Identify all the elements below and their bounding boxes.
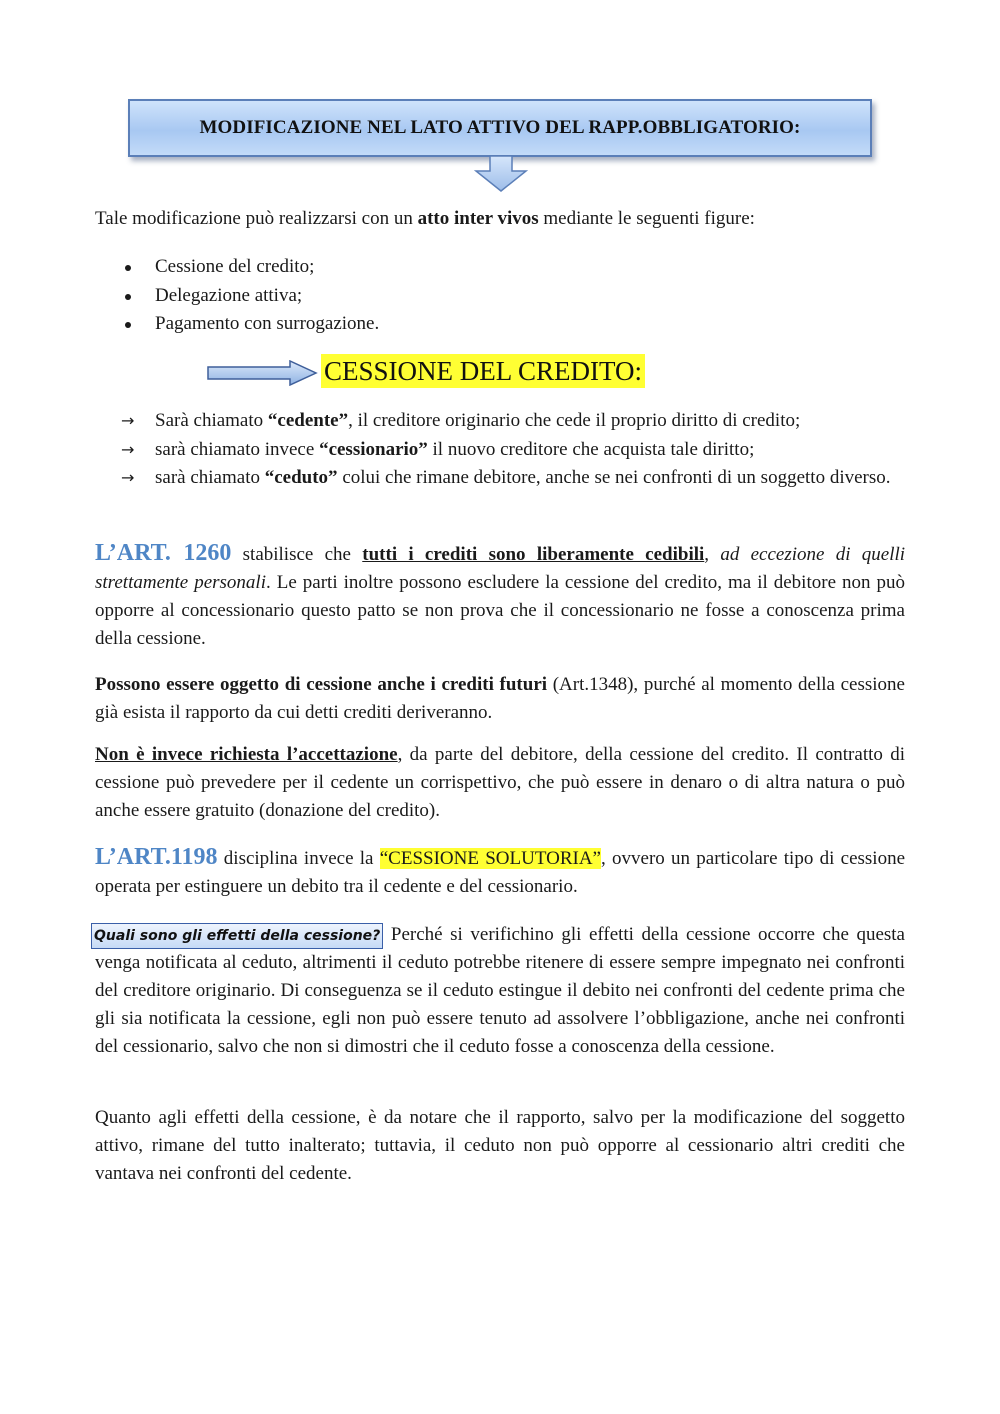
- role-text-end: , il creditore originario che cede il proprio diritto di credito;: [348, 410, 801, 431]
- article-reference: L’ART. 1260: [95, 540, 232, 566]
- list-item-text: Delegazione attiva;: [155, 284, 303, 306]
- bullet-dot-icon: [125, 294, 131, 300]
- intro-paragraph: [95, 205, 905, 233]
- list-item: [95, 407, 905, 436]
- figures-list: [95, 253, 379, 339]
- rightwards-arrow-icon: →: [121, 439, 135, 459]
- role-term: “ceduto”: [264, 467, 338, 488]
- role-text-end: colui che rimane debitore, anche se nei confronti di un soggetto diverso.: [337, 467, 891, 488]
- role-term: “cedente”: [267, 410, 349, 431]
- question-callout: Quali sono gli effetti della cessione?: [91, 923, 383, 949]
- art1260-paragraph: [95, 539, 905, 653]
- acceptance-paragraph: [95, 741, 905, 825]
- art1198-paragraph: [95, 843, 905, 901]
- intro-text: Tale modificazione può realizzarsi con un: [95, 208, 418, 229]
- list-item-text: Cessione del credito;: [155, 256, 315, 277]
- paragraph-text: , ovvero un particolare tipo di cessione operata per estinguere un debito tra il cedente e del cessionario.: [95, 848, 906, 897]
- list-item: [95, 464, 905, 493]
- bullet-dot-icon: [125, 322, 131, 328]
- role-term: “cessionario”: [319, 438, 428, 460]
- art1348-paragraph: [95, 671, 905, 727]
- emphasis-text: Possono essere oggetto di cessione anche i crediti futuri: [95, 674, 548, 695]
- paragraph-text: (Art.1348), purché al momento della cessione già esista il rapporto da cui detti crediti deriveranno.: [95, 674, 905, 723]
- page-title: MODIFICAZIONE NEL LATO ATTIVO DEL RAPP.OBBLIGATORIO:: [199, 117, 801, 138]
- role-text: sarà chiamato invece: [155, 438, 320, 460]
- list-item: [95, 253, 379, 282]
- closing-paragraph: [95, 1104, 905, 1188]
- italic-text: ad eccezione di quelli strettamente personali: [95, 544, 906, 593]
- bullet-dot-icon: [125, 265, 131, 271]
- list-item: [95, 310, 379, 339]
- highlighted-term: “CESSIONE SOLUTORIA”: [379, 848, 601, 869]
- list-item: [95, 436, 905, 465]
- paragraph-text: Perché si verifichino gli effetti della cessione occorre che questa venga notificata al ceduto, altrimenti il ceduto potrebbe ritenere di essere sempre impegnato nei confronti del creditore originario. Di conseguenza se il ceduto estingue il debito nei confronti del cedente prima che gli sia notificata la cessione, egli non può essere tenuto ad assolvere l’obbligazione, anche nei confronti del cessionario, salvo che non si dimostri che il ceduto fosse a conoscenza della cessione.: [95, 924, 905, 1057]
- rightwards-arrow-icon: →: [121, 468, 135, 487]
- paragraph-text: , da parte del debitore, della cessione del credito. Il contratto di cessione può prevedere per il cedente un corrispettivo, che può essere in denaro o di altra natura o può anche essere gratuito (donazione del credito).: [95, 744, 905, 821]
- right-arrow-icon: [206, 360, 318, 386]
- paragraph-text: Quanto agli effetti della cessione, è da notare che il rapporto, salvo per la modificazione del soggetto attivo, rimane del tutto inalterato; tuttavia, il ceduto non può opporre al cessionario altri crediti che vantava nei confronti del cedente.: [95, 1107, 905, 1184]
- paragraph-text: ,: [704, 544, 721, 565]
- role-text: Sarà chiamato: [155, 410, 268, 431]
- intro-bold: atto inter vivos: [417, 208, 539, 229]
- roles-list: [95, 407, 905, 493]
- effects-paragraph: [95, 921, 905, 1061]
- down-arrow-icon: [474, 155, 528, 193]
- article-reference: L’ART.1198: [95, 844, 218, 870]
- emphasis-text: Non è invece richiesta l’accettazione: [95, 744, 398, 765]
- rightwards-arrow-icon: →: [121, 411, 135, 430]
- role-text-end: il nuovo creditore che acquista tale diritto;: [427, 438, 755, 460]
- paragraph-text: . Le parti inoltre possono escludere la cessione del credito, ma il debitore non può opporre al concessionario questo patto se non prova che il concessionario ne fosse a conoscenza prima della cessione.: [95, 572, 905, 649]
- intro-text-end: mediante le seguenti figure:: [538, 208, 755, 229]
- list-item: [95, 282, 379, 311]
- section-title: CESSIONE DEL CREDITO:: [321, 354, 645, 388]
- header-banner: [128, 99, 872, 157]
- paragraph-text: disciplina invece la: [217, 848, 380, 869]
- role-text: sarà chiamato: [155, 467, 265, 488]
- emphasis-text: tutti i crediti sono liberamente cedibili: [362, 544, 705, 565]
- list-item-text: Pagamento con surrogazione.: [155, 313, 380, 334]
- paragraph-text: stabilisce che: [231, 544, 363, 565]
